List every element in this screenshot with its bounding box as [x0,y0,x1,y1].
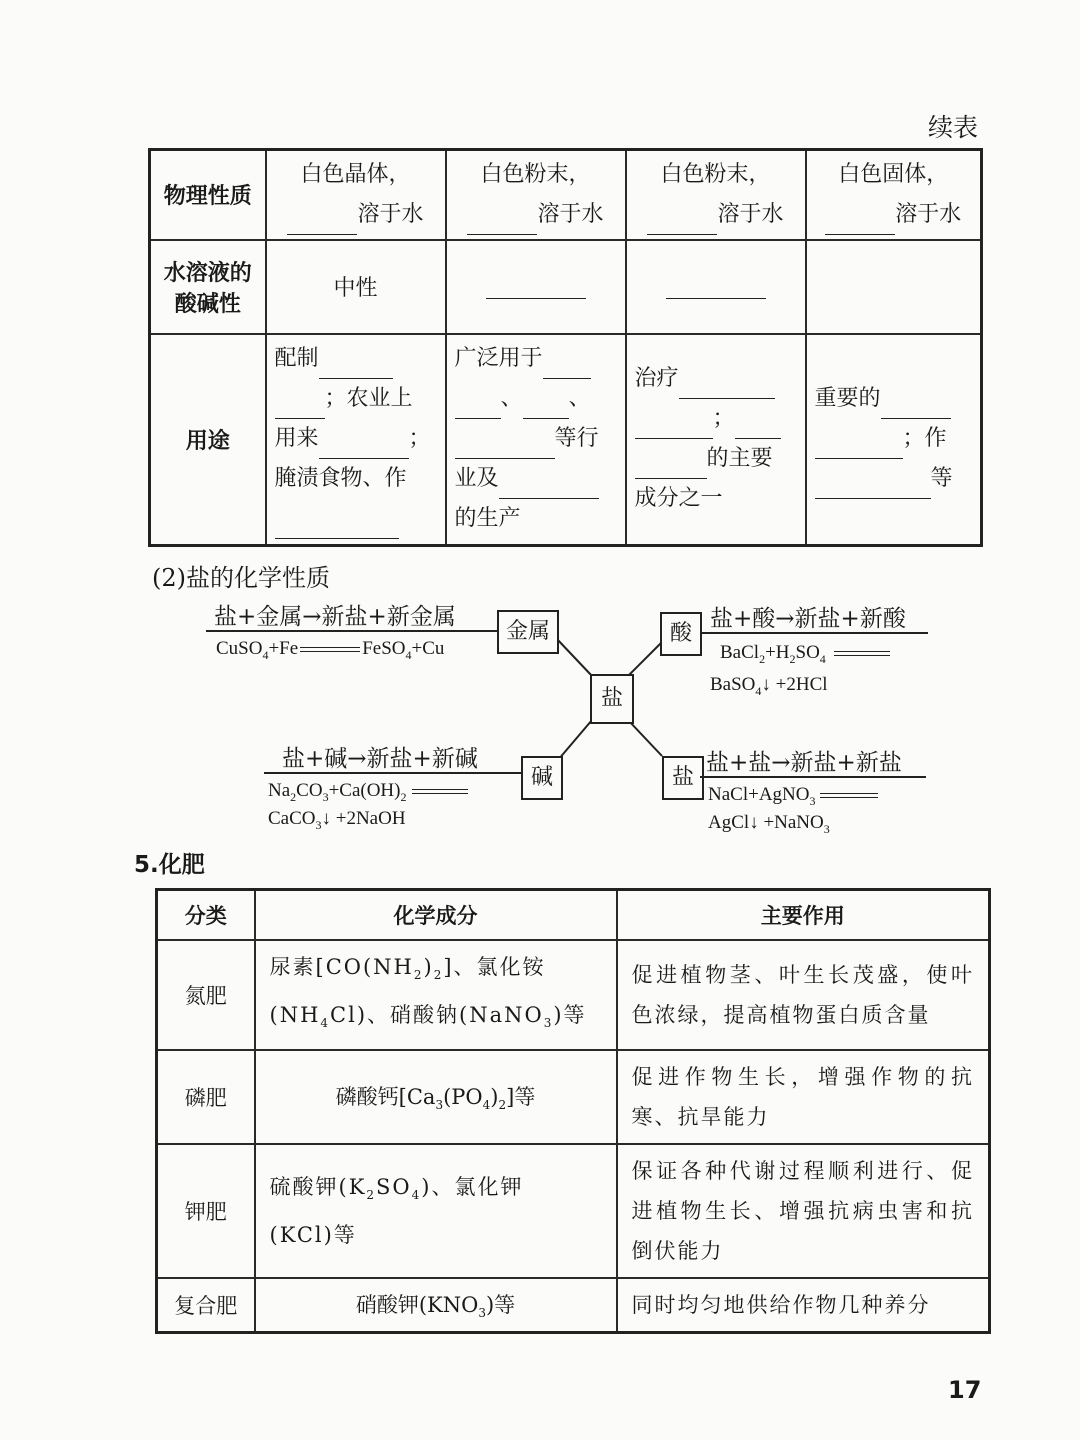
acidity-cell-4 [806,240,982,334]
fert-composition: 磷酸钙$[Ca_3(PO_4)_2]$等 [255,1050,617,1144]
table-row [150,240,982,334]
fertilizer-table [155,888,991,1334]
fert-effect: 保证各种代谢过程顺利进行、促进植物生长、增强抗病虫害和抗倒伏能力 [617,1144,990,1278]
base-products: CaCO$_3$↓ +2NaOH [268,808,406,832]
use-cell-1: 配制 ；农业上 用来 ； 腌渍食物、作 [266,334,446,546]
physical-cell-3: 白色粉末， 溶于水 [626,150,806,240]
salt-products: AgCl↓ +NaNO$_3$ [708,812,830,836]
header-composition: 化学成分 [255,890,617,940]
row-label-physical: 物理性质 [150,150,266,240]
base-rule: 盐+碱→新盐+新碱 [282,746,478,772]
metal-box: 金属 [497,610,559,654]
fert-type: 钾肥 [157,1144,255,1278]
base-box: 碱 [521,756,563,800]
acid-equation: $BaCl_2+H_2SO_4$ [720,642,890,667]
table-header-row [157,890,990,940]
continued-label: 续表 [928,113,979,142]
acidity-cell-2 [446,240,626,334]
acid-products: BaSO$_4$↓ +2HCl [710,674,828,698]
fert-effect: 促进植物茎、叶生长茂盛，使叶色浓绿，提高植物蛋白质含量 [617,940,990,1050]
fert-composition: 尿素$[CO(NH_2)_2]$、氯化铵 $(NH_4Cl)$、硝酸钠(NaNO$_3$)等 [255,940,617,1050]
section-5-title: 5.化肥 [134,852,205,878]
use-cell-2: 广泛用于 、 、 等行 业及 的生产 [446,334,626,546]
table-row [157,1278,990,1333]
physical-cell-2: 白色粉末， 溶于水 [446,150,626,240]
row-label-acidity: 水溶液的 酸碱性 [150,240,266,334]
salt-properties-table [148,148,983,547]
page-number: 17 [948,1376,982,1404]
salt-properties-diagram [0,590,1080,840]
acid-rule: 盐+酸→新盐+新酸 [710,606,906,632]
row-label-use: 用途 [150,334,266,546]
fert-effect: 促进作物生长，增强作物的抗寒、抗旱能力 [617,1050,990,1144]
table-row [150,150,982,240]
fert-composition: 硫酸钾$(K_2SO_4)$、氯化钾 (KCl)等 [255,1144,617,1278]
use-cell-4: 重要的 ；作 等 [806,334,982,546]
fert-type: 复合肥 [157,1278,255,1333]
metal-equation: CuSO$_4$+Fe FeSO$_4$+Cu [216,638,445,662]
fert-type: 氮肥 [157,940,255,1050]
table-row [157,940,990,1050]
metal-rule: 盐+金属→新盐+新金属 [214,604,456,630]
table-row [157,1050,990,1144]
fert-effect: 同时均匀地供给作物几种养分 [617,1278,990,1333]
acidity-cell-1: 中性 [266,240,446,334]
table-row [150,334,982,546]
physical-cell-4: 白色固体， 溶于水 [806,150,982,240]
base-equation: $Na_2CO_3+Ca(OH)_2$ [268,780,468,805]
salt-salt-box: 盐 [662,756,704,800]
header-effect: 主要作用 [617,890,990,940]
physical-cell-1: 白色晶体， 溶于水 [266,150,446,240]
use-cell-3: 治疗 ； 的主要 成分之一 [626,334,806,546]
salt-rule: 盐+盐→新盐+新盐 [706,750,902,776]
header-category: 分类 [157,890,255,940]
acid-box: 酸 [660,612,702,656]
salt-center-box: 盐 [590,674,634,724]
section-2-title: (2)盐的化学性质 [152,564,330,592]
fert-composition: 硝酸钾$(KNO_3)$等 [255,1278,617,1333]
acidity-cell-3 [626,240,806,334]
salt-equation: NaCl+AgNO$_3$ [708,784,878,809]
fert-type: 磷肥 [157,1050,255,1144]
table-row [157,1144,990,1278]
